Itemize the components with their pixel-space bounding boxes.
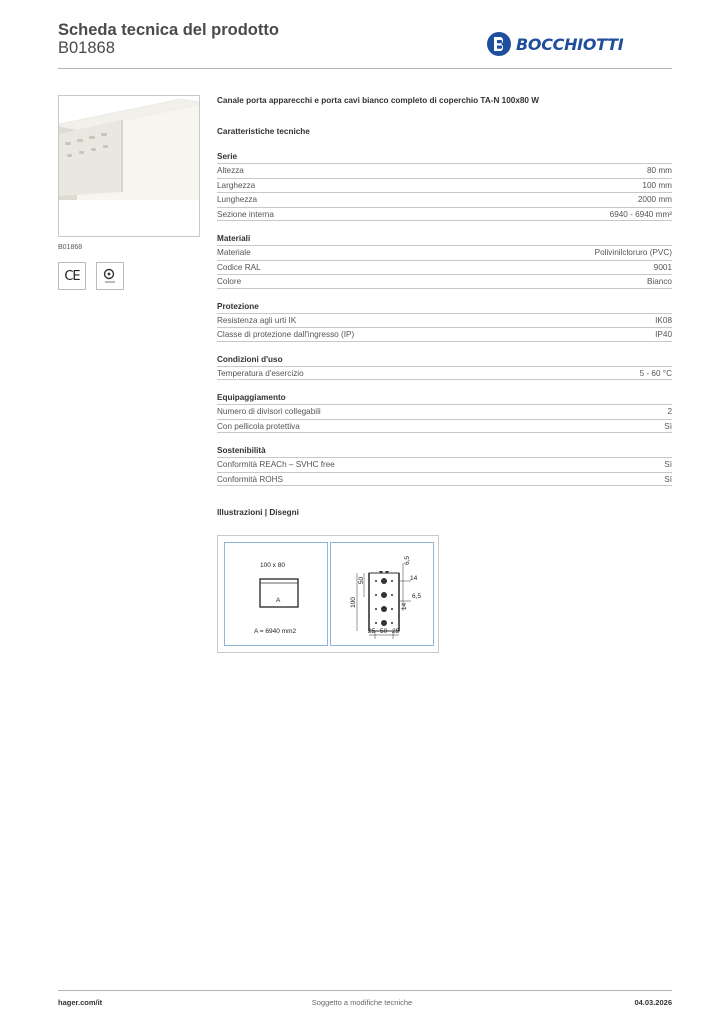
dim-side-offset: 6,5 [412, 593, 422, 600]
image-code-label: B01868 [58, 244, 83, 251]
spec-column [217, 96, 672, 517]
page-title: Scheda tecnica del prodotto [58, 21, 279, 39]
spec-group-title: Serie [217, 152, 238, 161]
spec-label: Materiale [217, 248, 251, 257]
bocchiotti-logo-icon [486, 31, 512, 57]
spec-row [217, 472, 672, 487]
spec-value: 80 mm [646, 166, 672, 175]
spec-label: Temperatura d'esercizio [217, 368, 304, 378]
dim-inner-height: 50 [358, 576, 366, 585]
footer-date: 04.03.2026 [634, 998, 672, 1007]
spec-label: Sezione interna [217, 209, 274, 219]
spec-group-title: Equipaggiamento [217, 393, 286, 402]
spec-label: Lunghezza [217, 195, 258, 204]
spec-value: IP40 [655, 330, 672, 339]
dim-top-spacing: 14 [410, 575, 418, 582]
spec-group-title: Condizioni d'uso [217, 354, 283, 364]
spec-groups [217, 151, 672, 486]
spec-row [217, 419, 672, 434]
header-divider [58, 68, 672, 69]
dim-top-offset: 6,5 [404, 555, 412, 566]
product-code: B01868 [58, 39, 115, 57]
imq-mark-icon [96, 262, 124, 290]
spec-row [217, 207, 672, 222]
spec-value: 5 - 60 °C [639, 368, 672, 378]
ce-mark-icon: CE [58, 262, 86, 290]
product-description: Canale porta apparecchi e porta cavi bianco completo di coperchio TA-N 100x80 W [217, 96, 539, 105]
spec-value: Bianco [646, 277, 672, 286]
brand-name: BOCCHIOTTI [516, 34, 624, 54]
spec-row [217, 457, 672, 472]
spec-group-title: Protezione [217, 301, 259, 311]
spec-value: Sì [664, 474, 672, 484]
spec-value: 2000 mm [637, 195, 672, 204]
spec-row [217, 327, 672, 342]
spec-label: Altezza [217, 166, 244, 175]
spec-row [217, 192, 672, 207]
spec-value: IK08 [655, 315, 672, 325]
footer-website-link[interactable]: hager.com/it [58, 998, 103, 1007]
spec-row [217, 404, 672, 419]
spec-row [217, 274, 672, 289]
spec-label: Conformità ROHS [217, 474, 283, 484]
spec-row [217, 366, 672, 381]
brand-logo [486, 30, 623, 58]
spec-group-title: Materiali [217, 234, 251, 243]
dim-side-spacing: 14 [401, 602, 409, 611]
cable-trunking-image [59, 96, 199, 236]
spec-row [217, 163, 672, 178]
section-size-label: 100 x 80 [260, 562, 285, 569]
spec-label: Larghezza [217, 180, 256, 190]
spec-value: 6940 - 6940 mm² [609, 209, 672, 219]
spec-value: Sì [664, 421, 672, 431]
spec-label: Conformità REACh – SVHC free [217, 460, 335, 469]
dim-total-height: 100 [349, 597, 357, 608]
dim-bottom-left: 25 [368, 628, 376, 635]
spec-row [217, 245, 672, 260]
area-label: A = 6940 mm2 [254, 628, 297, 635]
spec-row [217, 260, 672, 275]
spec-value: 2 [667, 407, 672, 416]
spec-group-title: Sostenibilità [217, 446, 266, 455]
illustrations-title: Illustrazioni | Disegni [217, 508, 299, 517]
spec-label: Numero di divisori collegabili [217, 407, 321, 416]
footer-note: Soggetto a modifiche tecniche [311, 998, 413, 1007]
technical-drawing [217, 535, 439, 653]
spec-label: Colore [217, 277, 242, 286]
spec-value: 100 mm [642, 180, 672, 190]
dimension-panel [330, 542, 434, 646]
dim-bottom-right: 25 [392, 628, 400, 635]
cross-section-panel [224, 542, 328, 646]
spec-row [217, 313, 672, 328]
spec-label: Resistenza agli urti IK [217, 315, 297, 325]
spec-label: Con pellicola protettiva [217, 421, 300, 431]
specs-title: Caratteristiche tecniche [217, 127, 310, 136]
spec-row [217, 178, 672, 193]
spec-value: Sì [664, 460, 672, 469]
spec-label: Classe di protezione dall'ingresso (IP) [217, 330, 355, 339]
product-image [58, 95, 200, 237]
footer-divider [58, 990, 672, 991]
spec-label: Codice RAL [217, 262, 261, 272]
spec-value: 9001 [653, 262, 672, 272]
spec-value: Polivinilcloruro (PVC) [594, 248, 672, 257]
area-letter: A [276, 597, 281, 604]
dim-bottom-center: 50 [380, 628, 388, 635]
